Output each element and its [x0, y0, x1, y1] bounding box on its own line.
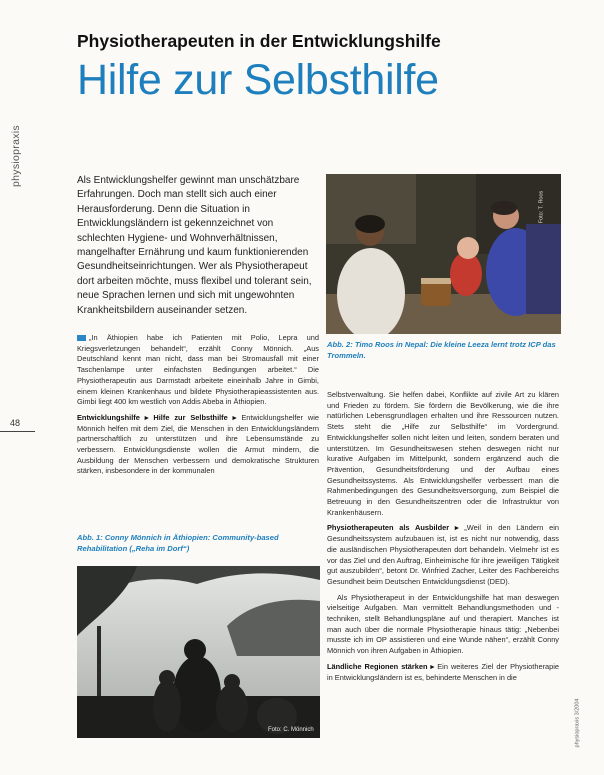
photo-ethiopia: [77, 566, 320, 738]
col1-paragraph-2-text: Entwicklungshelfer wie Mönnich helfen mit dem Ziel, die Menschen in den Entwicklungsländern partnerschaftlich zu unterstützen und ihre Lebensumstände zu verbessern. Entwicklungsdienste wollen die Armut mindern, die Ausbildung der Menschen verbessern und demokratische Strukturen stärken, insbesondere in der kommunalen: [77, 412, 319, 476]
intro-paragraph: Als Entwicklungshelfer gewinnt man unschätzbare Erfahrungen. Doch man stellt sich auch einer Herausforderung. Denn die Situation in Entwicklungsländern ist gekennzeichnet von schlechten Hygiene- und Wohnverhältnissen, mangelhafter Ernährung und kaum funktionierenden Gesundheitseinrichtungen. Wer als Physiotherapeut dort arbeiten möchte, muss flexibel und tolerant sein, neue Sprachen lernen und sich mit ungewohnten Krankheitsbildern auseinander setzen.: [77, 175, 312, 316]
photo-ethiopia-image: [77, 566, 320, 738]
col1-paragraph-1: [77, 333, 319, 408]
col2-paragraph-4: [327, 662, 559, 683]
side-label-text: physiopraxis: [10, 125, 22, 187]
caption-ethiopia: Abb. 1: Conny Mönnich in Äthiopien: Community-based Rehabilitation („Reha im Dorf“): [77, 533, 279, 553]
col2-paragraph-2-text: „Weil in den Ländern ein Gesundheitssystem aufzubauen ist, ist es nicht nur notwendig, dass die ausländischen Physiotherapeuten dort behandeln. Vielmehr ist es vor das Ziel und den Auftrag, Einheimische für ihre jeweiligen Tätigkeit gut auszubilden“, betont Dr. Winfried Zacher, Leiter des Fachbereichs Gesundheit beim Deutschen Entwicklungsdienst (DED).: [327, 523, 560, 586]
side-label: [7, 74, 25, 194]
col1-paragraph-1-text: „In Äthiopien habe ich Patienten mit Polio, Lepra und Kriegsverletzungen behandelt“, erzählt Conny Mönnich. „Aus Deutschland kennt man nicht, dass man bei Stromausfall mit einer Taschenlampe unter einfachsten Bedingungen arbeitet.“ Die Physiotherapeutin aus Darmstadt arbeitete eineinhalb Jahre in Gimbi, einem kleinen Krankenhaus und bildete Physiotherapieassistenten aus. Gimbi liegt 400 km westlich von Addis Abeba in Äthiopien.: [77, 333, 319, 407]
photo-ethiopia-credit: Foto: C. Mönnich: [268, 727, 314, 733]
photo-nepal: [326, 174, 561, 334]
photo-nepal-credit-text: Foto: T. Roos: [538, 190, 545, 224]
col2-paragraph-4-text: Ein weiteres Ziel der Physiotherapie in Entwicklungsländern ist es, behinderte Menschen in die: [327, 661, 559, 682]
photo-nepal-credit: [538, 180, 559, 240]
footer-mark-text: physiopraxis 3/2004: [574, 698, 581, 748]
article-title: Hilfe zur Selbsthilfe: [77, 56, 439, 104]
text-column-left: [77, 333, 319, 482]
start-marker: [77, 335, 86, 341]
photo-nepal-image: [326, 174, 561, 334]
text-column-right: [327, 390, 559, 688]
article-kicker: Physiotherapeuten in der Entwicklungshilfe: [77, 31, 441, 51]
page-rule: [0, 431, 35, 432]
caption-nepal: Abb. 2: Timo Roos in Nepal: Die kleine Leeza lernt trotz ICP das Trommeln.: [327, 340, 556, 360]
col2-paragraph-2: [327, 523, 559, 587]
col1-paragraph-2: [77, 413, 319, 477]
col1-subheading: Entwicklungshilfe ▸ Hilfe zur Selbsthilfe ▸: [77, 412, 237, 422]
page-number: 48: [10, 418, 21, 428]
footer-mark: [574, 692, 588, 756]
col2-subheading-1: Physiotherapeuten als Ausbilder ▸: [327, 523, 459, 533]
col2-subheading-2: Ländliche Regionen stärken ▸: [327, 661, 435, 671]
col2-paragraph-1: Selbstverwaltung. Sie helfen dabei, Konflikte auf zivile Art zu klären und Frieden zu fördern. Sie fördern die Bevölkerung, wie die ihre natürlichen Lebensgrundlagen erhalten und ihre Ressourcen nutzen. Stets steht die „Hilfe zur Selbsthilfe“ im Vordergrund. Entwicklungshelfer sollen nicht leiten und leiten, sondern beraten und unterstützen. Im Gesundheitswesen stehen deswegen nicht nur kurative Aufgaben im Mittelpunkt, sondern ergänzend auch die Prävention, Gesundheitsförderung und der Aufbau eines Gesundheitssystems. Als Entwicklungshelfer verbessert man die Rahmenbedingungen des Gesundheitsversorgung, zum Beispiel die Betreuung in den Gesundheitszentren oder die Infrastruktur von Krankenhäusern.: [327, 390, 559, 517]
col2-paragraph-3: Als Physiotherapeut in der Entwicklungshilfe hat man deswegen vielseitige Aufgaben. Man vermittelt Behandlungsmethoden und -techniken, stellt Behandlungspläne auf und therapiert. Manches ist man auch über die normale Physiotherapie hinaus tätig: „Nebenbei musste ich im OP assistieren und eine Wunde nähen“, erzählt Conny Mönnich von ihren Aufgaben in Äthiopien.: [327, 592, 559, 656]
